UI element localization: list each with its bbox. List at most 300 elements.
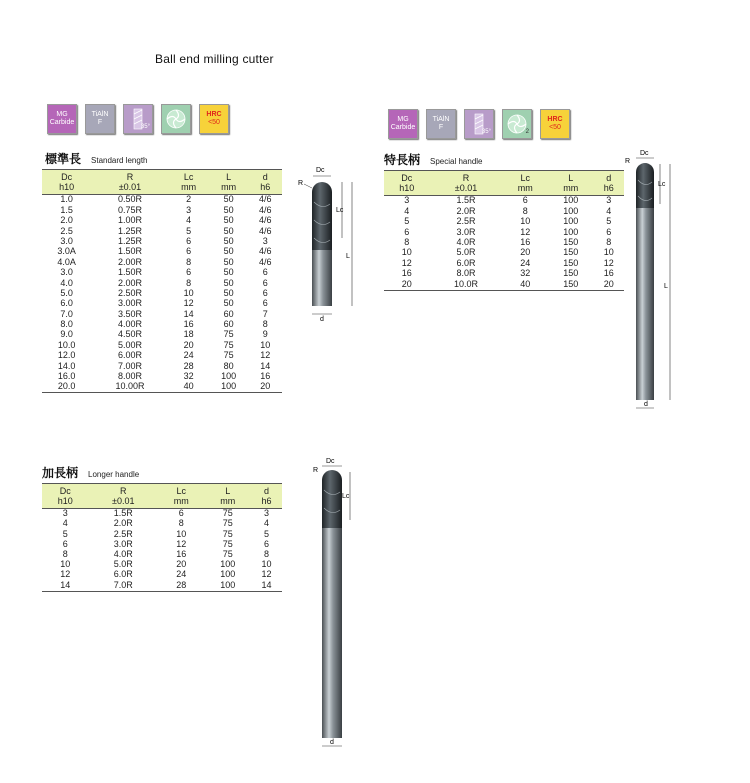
carbide-badge <box>47 104 77 134</box>
table-cell: 8 <box>262 319 268 330</box>
cutter-shank <box>636 208 654 400</box>
table-cell: 1.50R <box>117 267 142 278</box>
dim-label-dc: Dc <box>316 167 325 174</box>
table-row <box>42 361 282 371</box>
table-row <box>42 247 282 257</box>
table-cell: 5 <box>404 216 410 227</box>
table-row <box>42 509 282 520</box>
table-cell: 80 <box>223 360 234 371</box>
table-cell: 6 <box>262 267 268 278</box>
table-cell: 4/6 <box>259 194 272 205</box>
table-cell: 2.5R <box>113 528 133 539</box>
special-cutter-diagram <box>624 146 684 416</box>
table-cell: 20 <box>249 382 282 393</box>
table-cell: 75 <box>222 528 233 539</box>
table-cell: 100 <box>209 382 249 393</box>
flute-count-text: 2 <box>525 129 529 135</box>
header-r <box>89 484 159 509</box>
longer-handle-table <box>42 483 282 592</box>
dim-label-lc: Lc <box>336 207 344 214</box>
table-cell: 8.0 <box>60 319 73 330</box>
dim-label-r: R <box>298 180 304 187</box>
table-cell: 8 <box>186 256 192 267</box>
table-cell: 4/6 <box>259 246 272 257</box>
table-cell: 8 <box>178 518 184 529</box>
table-cell: 50 <box>223 298 234 309</box>
table-cell: 75 <box>222 518 233 529</box>
header-dc <box>42 484 89 509</box>
badge-text: Carbide <box>390 124 416 131</box>
table-cell: 12 <box>261 569 272 580</box>
table-cell: 100 <box>563 205 579 216</box>
section-title-en: Standard length <box>91 156 148 165</box>
table-cell: 16.0 <box>57 371 76 382</box>
table-cell: 8 <box>404 236 410 247</box>
table-cell: 20 <box>183 339 194 350</box>
header-label: R <box>462 173 470 183</box>
table-cell: 6 <box>186 246 192 257</box>
table-cell: 10.0 <box>57 339 76 350</box>
header-unit: mm <box>173 496 189 506</box>
header-label: R <box>120 486 127 496</box>
table-cell: 3 <box>404 195 410 206</box>
table-cell: 8 <box>263 549 269 560</box>
table-cell: 10.0R <box>430 279 503 290</box>
dim-label-dc: Dc <box>640 150 649 157</box>
header-unit: ±0.01 <box>454 183 478 193</box>
table-row <box>42 382 282 393</box>
header-unit: mm <box>221 182 237 192</box>
header-unit: ±0.01 <box>112 496 135 506</box>
header-d <box>249 170 282 195</box>
table-cell: 150 <box>548 279 594 290</box>
table-cell: 6 <box>404 226 410 237</box>
table-cell: 4/6 <box>259 256 272 267</box>
header-label: d <box>606 173 612 183</box>
table-cell: 2.5R <box>456 216 476 227</box>
table-cell: 0.75R <box>117 204 142 215</box>
table-cell: 4 <box>404 205 410 216</box>
badge-text: F <box>438 124 444 131</box>
table-row <box>42 340 282 350</box>
table-cell: 50 <box>223 287 234 298</box>
table-cell: 50 <box>223 235 234 246</box>
table-cell: 100 <box>221 371 237 382</box>
longer-handle-heading <box>42 464 139 481</box>
table-cell: 100 <box>563 226 579 237</box>
table-header-row <box>42 484 282 509</box>
table-row <box>384 206 624 216</box>
table-cell: 5 <box>62 528 68 539</box>
table-cell: 100 <box>563 195 579 206</box>
table-cell: 2.00R <box>117 256 142 267</box>
table-body <box>42 195 282 393</box>
table-row <box>42 195 282 206</box>
header-unit: h6 <box>260 182 271 192</box>
table-cell: 5.0 <box>60 287 73 298</box>
header-unit: ±0.01 <box>118 182 142 192</box>
table-cell: 6.0R <box>113 569 133 580</box>
table-cell: 50 <box>223 204 234 215</box>
table-cell: 60 <box>223 308 234 319</box>
table-cell: 16 <box>520 236 531 247</box>
table-cell: 10 <box>401 247 412 258</box>
table-cell: 50 <box>223 194 234 205</box>
table-cell: 28 <box>158 580 204 591</box>
table-cell: 14 <box>183 308 194 319</box>
header-label: d <box>262 172 268 182</box>
table-row <box>42 278 282 288</box>
table-cell: 8 <box>606 236 612 247</box>
table-cell: 14.0 <box>57 360 76 371</box>
table-cell: 4/6 <box>259 225 272 236</box>
section-title-en: Special handle <box>430 157 483 166</box>
table-cell: 2.50R <box>117 287 142 298</box>
table-cell: 1.5R <box>456 195 476 206</box>
badge-text: F <box>97 119 103 126</box>
table-cell: 50 <box>223 267 234 278</box>
table-cell: 3.0R <box>456 226 476 237</box>
table-cell: 3 <box>263 508 269 519</box>
table-cell: 14 <box>42 580 89 591</box>
table-cell: 50 <box>223 246 234 257</box>
table-cell: 5 <box>263 528 269 539</box>
table-cell: 5.0R <box>113 559 133 570</box>
table-cell: 2 <box>186 194 192 205</box>
table-row <box>42 299 282 309</box>
table-cell: 3.0 <box>60 235 73 246</box>
cutter-flute-body <box>312 182 332 250</box>
table-row <box>384 269 624 279</box>
table-cell: 3.0A <box>57 246 76 257</box>
header-unit: h10 <box>399 183 415 193</box>
table-cell: 4.0A <box>57 256 76 267</box>
header-l <box>204 484 251 509</box>
header-unit: mm <box>181 182 197 192</box>
table-cell: 150 <box>563 268 579 279</box>
table-row <box>42 570 282 580</box>
table-cell: 4.50R <box>117 329 142 340</box>
table-cell: 12 <box>176 538 187 549</box>
table-cell: 12 <box>60 569 71 580</box>
table-cell: 5.00R <box>117 339 142 350</box>
table-cell: 150 <box>563 247 579 258</box>
table-cell: 18 <box>183 329 194 340</box>
table-cell: 10 <box>176 528 187 539</box>
dim-label-r: R <box>625 158 631 165</box>
table-cell: 6 <box>178 508 184 519</box>
table-cell: 6 <box>186 235 192 246</box>
table-cell: 4.0R <box>456 236 476 247</box>
dim-label-lc: Lc <box>658 181 666 188</box>
table-row <box>42 257 282 267</box>
header-unit: h6 <box>603 183 614 193</box>
two-flute-icon <box>165 108 187 130</box>
header-d <box>594 171 624 196</box>
header-unit: mm <box>563 183 579 193</box>
table-cell: 3.0R <box>113 538 133 549</box>
table-cell: 4 <box>606 205 612 216</box>
table-cell: 14 <box>260 360 271 371</box>
page-title: Ball end milling cutter <box>155 52 274 66</box>
table-cell: 16 <box>401 268 412 279</box>
table-cell: 10 <box>261 559 272 570</box>
table-row <box>384 217 624 227</box>
table-cell: 9 <box>262 329 268 340</box>
dim-line <box>304 184 312 188</box>
table-row <box>42 560 282 570</box>
header-label: Dc <box>59 486 71 496</box>
table-cell: 24 <box>183 350 194 361</box>
badge-text: <50 <box>208 119 220 126</box>
flute-badge <box>502 109 532 139</box>
table-cell: 2.5 <box>60 225 73 236</box>
cutter-shank <box>322 528 342 738</box>
table-cell: 12 <box>401 257 412 268</box>
header-lc <box>158 484 204 509</box>
table-row <box>42 372 282 382</box>
table-cell: 10.00R <box>91 382 168 393</box>
header-label: d <box>263 486 269 496</box>
table-cell: 75 <box>223 329 234 340</box>
table-cell: 4/6 <box>259 215 272 226</box>
table-cell: 2.0 <box>60 215 73 226</box>
table-cell: 6 <box>263 538 269 549</box>
badge-text: MG <box>56 111 68 118</box>
table-cell: 12 <box>183 298 194 309</box>
table-cell: 40 <box>502 279 548 290</box>
table-row <box>384 248 624 258</box>
helix-angle-badge <box>123 104 153 134</box>
table-row <box>42 309 282 319</box>
table-cell: 2.0R <box>456 205 476 216</box>
table-cell: 12 <box>603 257 614 268</box>
table-cell: 3 <box>606 195 612 206</box>
table-cell: 14 <box>251 580 282 591</box>
header-dc <box>42 170 91 195</box>
table-cell: 16 <box>260 371 271 382</box>
table-cell: 32 <box>520 268 531 279</box>
table-cell: 6 <box>62 538 68 549</box>
feature-badges-right <box>388 109 570 139</box>
header-dc <box>384 171 430 196</box>
table-row <box>42 580 282 591</box>
table-row <box>42 268 282 278</box>
header-label: Lc <box>520 173 530 183</box>
dim-label-lc: Lc <box>342 493 350 500</box>
table-cell: 60 <box>223 319 234 330</box>
table-cell: 100 <box>220 559 236 570</box>
table-cell: 4.0R <box>113 549 133 560</box>
table-cell: 7.0R <box>89 580 159 591</box>
table-cell: 20.0 <box>42 382 91 393</box>
table-row <box>384 196 624 207</box>
table-cell: 75 <box>223 350 234 361</box>
table-cell: 3.50R <box>117 308 142 319</box>
table-cell: 20 <box>594 279 624 290</box>
hardness-badge <box>199 104 229 134</box>
table-cell: 1.00R <box>117 215 142 226</box>
header-l <box>548 171 594 196</box>
table-cell: 20 <box>520 247 531 258</box>
table-cell: 50 <box>223 277 234 288</box>
table-row <box>384 279 624 290</box>
coating-badge <box>426 109 456 139</box>
table-cell: 1.5R <box>113 508 133 519</box>
table-row <box>384 258 624 268</box>
table-cell: 1.5 <box>60 204 73 215</box>
table-row <box>42 289 282 299</box>
standard-length-table <box>42 169 282 393</box>
header-label: Lc <box>176 486 187 496</box>
table-cell: 7 <box>262 308 268 319</box>
table-cell: 8 <box>522 205 528 216</box>
table-cell: 5 <box>606 216 612 227</box>
table-header-row <box>384 171 624 196</box>
header-l <box>209 170 249 195</box>
badge-text: HRC <box>547 116 563 123</box>
cutter-shank <box>312 250 332 306</box>
table-cell: 16 <box>183 319 194 330</box>
table-cell: 16 <box>603 268 614 279</box>
table-cell: 3 <box>186 204 192 215</box>
table-row <box>42 529 282 539</box>
hardness-badge <box>540 109 570 139</box>
header-unit: mm <box>220 496 236 506</box>
header-label: L <box>226 172 232 182</box>
table-cell: 32 <box>183 371 194 382</box>
header-label: L <box>568 173 574 183</box>
table-cell: 4.0 <box>60 277 73 288</box>
table-cell: 50 <box>223 256 234 267</box>
table-cell: 4 <box>263 518 269 529</box>
table-row <box>42 540 282 550</box>
table-cell: 150 <box>563 257 579 268</box>
header-label: Dc <box>401 173 413 183</box>
table-cell: 4 <box>62 518 68 529</box>
header-lc <box>169 170 209 195</box>
table-cell: 1.25R <box>117 235 142 246</box>
table-cell: 16 <box>176 549 187 560</box>
table-cell: 10 <box>260 339 271 350</box>
dim-label-dc: Dc <box>326 458 335 465</box>
table-cell: 12 <box>520 226 531 237</box>
helix-angle-text: 35° <box>481 129 491 135</box>
longer-cutter-diagram <box>312 454 368 756</box>
table-cell: 100 <box>220 569 236 580</box>
section-title-cn: 加長柄 <box>42 466 79 480</box>
table-cell: 75 <box>223 339 234 350</box>
table-row <box>42 226 282 236</box>
dim-label-l: L <box>664 283 668 290</box>
table-cell: 10 <box>60 559 71 570</box>
section-title-en: Longer handle <box>88 470 140 479</box>
table-cell: 8 <box>62 549 68 560</box>
table-cell: 10 <box>520 216 531 227</box>
table-cell: 3 <box>62 508 68 519</box>
table-cell: 6 <box>186 267 192 278</box>
dim-label-l: L <box>346 253 350 260</box>
table-cell: 6 <box>522 195 528 206</box>
table-cell: 0.50R <box>117 194 142 205</box>
table-body <box>42 509 282 592</box>
table-row <box>42 216 282 226</box>
table-cell: 24 <box>176 569 187 580</box>
table-body <box>384 196 624 291</box>
table-cell: 24 <box>520 257 531 268</box>
table-cell: 3.00R <box>117 298 142 309</box>
table-cell: 8.0R <box>456 268 476 279</box>
table-cell: 8 <box>186 277 192 288</box>
table-cell: 1.50R <box>117 246 142 257</box>
table-cell: 12.0 <box>57 350 76 361</box>
special-handle-table <box>384 170 624 291</box>
feature-badges-left <box>47 104 229 134</box>
table-cell: 1.0 <box>60 194 73 205</box>
dim-label-d: d <box>320 316 324 322</box>
table-cell: 8.00R <box>117 371 142 382</box>
table-cell: 6.0 <box>60 298 73 309</box>
table-cell: 6 <box>606 226 612 237</box>
table-cell: 7.00R <box>117 360 142 371</box>
table-cell: 150 <box>563 236 579 247</box>
header-label: Dc <box>61 172 73 182</box>
helix-angle-badge <box>464 109 494 139</box>
table-row <box>42 550 282 560</box>
flute-badge <box>161 104 191 134</box>
header-unit: h10 <box>57 496 73 506</box>
header-unit: h6 <box>261 496 272 506</box>
badge-text: TiAlN <box>432 116 450 123</box>
coating-badge <box>85 104 115 134</box>
table-cell: 20 <box>176 559 187 570</box>
table-cell: 3 <box>262 235 268 246</box>
badge-text: Carbide <box>49 119 75 126</box>
table-row <box>384 227 624 237</box>
badge-text: <50 <box>549 124 561 131</box>
table-cell: 6 <box>262 298 268 309</box>
badge-text: HRC <box>206 111 222 118</box>
section-title-cn: 特長柄 <box>384 153 421 167</box>
table-cell: 6 <box>262 287 268 298</box>
header-r <box>91 170 168 195</box>
header-unit: mm <box>517 183 533 193</box>
table-cell: 75 <box>222 549 233 560</box>
table-cell: 7.0 <box>60 308 73 319</box>
table-cell: 5.0R <box>456 247 476 258</box>
table-cell: 9.0 <box>60 329 73 340</box>
table-cell: 12 <box>260 350 271 361</box>
table-cell: 6 <box>262 277 268 288</box>
table-cell: 5 <box>186 225 192 236</box>
table-cell: 75 <box>222 508 233 519</box>
table-cell: 2.0R <box>113 518 133 529</box>
badge-text: TiAlN <box>91 111 109 118</box>
table-row <box>42 330 282 340</box>
table-cell: 6.00R <box>117 350 142 361</box>
table-cell: 2.00R <box>117 277 142 288</box>
header-r <box>430 171 503 196</box>
table-cell: 28 <box>183 360 194 371</box>
standard-length-heading <box>45 150 148 167</box>
header-label: Lc <box>183 172 194 182</box>
cutter-flute-body <box>322 470 342 528</box>
special-handle-heading <box>384 151 483 168</box>
cutter-flute-body <box>636 163 654 208</box>
carbide-badge <box>388 109 418 139</box>
header-label: L <box>225 486 231 496</box>
table-cell: 40 <box>169 382 209 393</box>
